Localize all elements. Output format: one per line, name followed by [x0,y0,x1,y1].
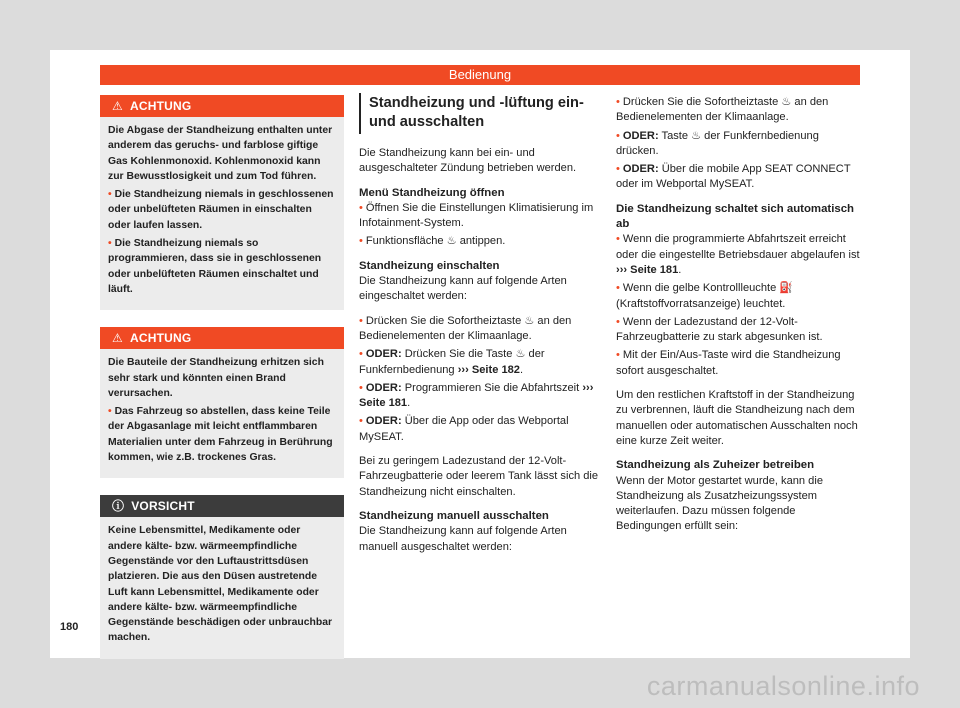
list-item: • Mit der Ein/Aus-Taste wird die Standheizung sofort ausgeschaltet. [616,349,841,377]
subheading-menu: Menü Standheizung öffnen [359,186,505,199]
page-reference-link[interactable]: ››› Seite 181 [359,381,594,410]
watermark-text: carmanualsonline.info [646,671,920,701]
on-intro: Die Standheizung kann auf folgende Arten eingeschaltet werden: [359,275,567,303]
list-item: • Wenn die gelbe Kontrollleuchte ⛽ (Kraftstoffvorratsanzeige) leuchtet. [616,282,794,310]
bullet-icon: • [616,282,620,295]
bullet-icon: • [108,406,112,418]
warning-body [100,117,344,310]
warning-bullet: • Die Standheizung niemals so programmieren, dass sie in geschlossenen oder unbelüfteten Räumen einschaltet und läuft. [108,238,322,295]
bullet-icon: • [359,348,363,361]
list-item: • Drücken Sie die Sofortheiztaste ♨ an den Bedienelementen der Klimaanlage. [359,314,572,342]
warning-header [100,95,344,117]
section-title: Standheizung und -lüftung ein- und ausschalten [359,93,601,134]
subheading-auto-off: Die Standheizung schaltet sich automatisch ab [616,202,854,231]
restfuel-note: Um den restlichen Kraftstoff in der Standheizung zu verbrennen, läuft die Standheizung nach dem manuellen oder automatischen Ausschalten noch eine kurze Zeit weiter. [616,389,858,447]
list-item: • ODER: Über die App oder das Webportal MySEAT. [359,415,569,443]
bullet-icon: • [616,233,620,246]
page-number: 180 [60,621,79,633]
info-circle-icon: ⓘ [112,499,125,514]
right-column [616,95,860,544]
warning-bullet: • Das Fahrzeug so abstellen, dass keine Teile der Abgasanlage mit leicht entflammbaren Materialien unter dem Fahrzeug in Berührung kommen, wie z.B. trockenes Gras. [108,406,333,464]
warning-box-fire [100,327,344,478]
warning-triangle-icon: ⚠ [112,99,123,113]
warning-label: ACHTUNG [129,331,192,346]
list-item: • ODER: Programmieren Sie die Abfahrtszeit ››› Seite 181. [359,381,594,410]
bullet-icon: • [616,163,620,176]
warning-label: ACHTUNG [129,99,192,113]
left-column [100,95,344,676]
page-reference-link[interactable]: ››› Seite 181 [616,263,679,276]
subheading-off: Standheizung manuell ausschalten [359,509,549,522]
bullet-icon: • [616,96,620,108]
subheading-aux: Standheizung als Zuheizer betreiben [616,459,815,472]
list-item: • Funktionsfläche ♨ antippen. [359,235,506,248]
bullet-icon: • [359,235,363,248]
page-reference-link[interactable]: ››› Seite 182 [457,363,520,376]
caution-label: VORSICHT [131,499,195,514]
bullet-icon: • [108,189,112,201]
bullet-icon: • [359,415,363,428]
list-item: • ODER: Drücken Sie die Taste ♨ der Funkfernbedienung ››› Seite 182. [359,348,545,376]
aux-text: Wenn der Motor gestartet wurde, kann die Standheizung als Zusatzheizungssystem weiterlaufen. Dazu müssen folgende Bedingungen erfüllt sein: [616,474,823,533]
bullet-icon: • [616,349,620,362]
bullet-icon: • [359,381,363,394]
list-item: • Drücken Sie die Sofortheiztaste ♨ an den Bedienelementen der Klimaanlage. [616,96,829,124]
bullet-icon: • [616,129,620,142]
off-intro: Die Standheizung kann auf folgende Arten manuell ausgeschaltet werden: [359,525,567,553]
list-item: • ODER: Taste ♨ der Funkfernbedienung drücken. [616,129,819,157]
caution-header [100,495,344,517]
bullet-icon: • [359,314,363,327]
caution-box [100,495,344,658]
battery-note: Bei zu geringem Ladezustand der 12-Volt-Fahrzeugbatterie oder leerem Tank lässt sich die Standheizung nicht einschalten. [359,455,599,498]
warning-bullet: • Die Standheizung niemals in geschlossenen oder unbelüfteten Räumen in einschalten oder laufen lassen. [108,189,334,231]
warning-body [100,349,344,478]
list-item: • ODER: Über die mobile App SEAT CONNECT oder im Webportal MySEAT. [616,163,851,191]
chapter-header: Bedienung [100,65,860,85]
bullet-icon: • [616,315,620,328]
warning-box-exhaust [100,95,344,310]
bullet-icon: • [359,201,363,214]
subheading-on: Standheizung einschalten [359,259,500,272]
warning-header [100,327,344,349]
bullet-icon: • [108,238,112,250]
warning-text: Die Abgase der Standheizung enthalten unter anderem das geruchs- und farblose giftige Gas Kohlenmonoxid. Kohlenmonoxid kann zur Bewusstlosigkeit und zum Tod führen. [108,125,333,182]
middle-column [359,93,601,564]
list-item: • Öffnen Sie die Einstellungen Klimatisierung im Infotainment-System. [359,201,594,230]
caution-body [100,517,344,658]
list-item: • Wenn der Ladezustand der 12-Volt-Fahrzeugbatterie zu stark abgesunken ist. [616,315,823,344]
list-item: • Wenn die programmierte Abfahrtszeit erreicht oder die eingestellte Betriebsdauer abgelaufen ist ››› Seite 181. [616,233,860,276]
warning-text: Die Bauteile der Standheizung erhitzen sich sehr stark und könnten einen Brand verursachen. [108,357,324,399]
warning-triangle-icon: ⚠ [112,331,123,346]
caution-text: Keine Lebensmittel, Medikamente oder andere kälte- bzw. wärmeempfindliche Gegenstände vor den Luftaustrittsdüsen platzieren. Die aus den Düsen austretende Luft kann Lebensmittel, Medikamente oder andere kälte- bzw. wärmeempfindliche Gegenstände beschädigen oder unbrauchbar machen. [108,525,333,644]
intro-text: Die Standheizung kann bei ein- und ausgeschalteter Zündung betrieben werden. [359,147,577,175]
